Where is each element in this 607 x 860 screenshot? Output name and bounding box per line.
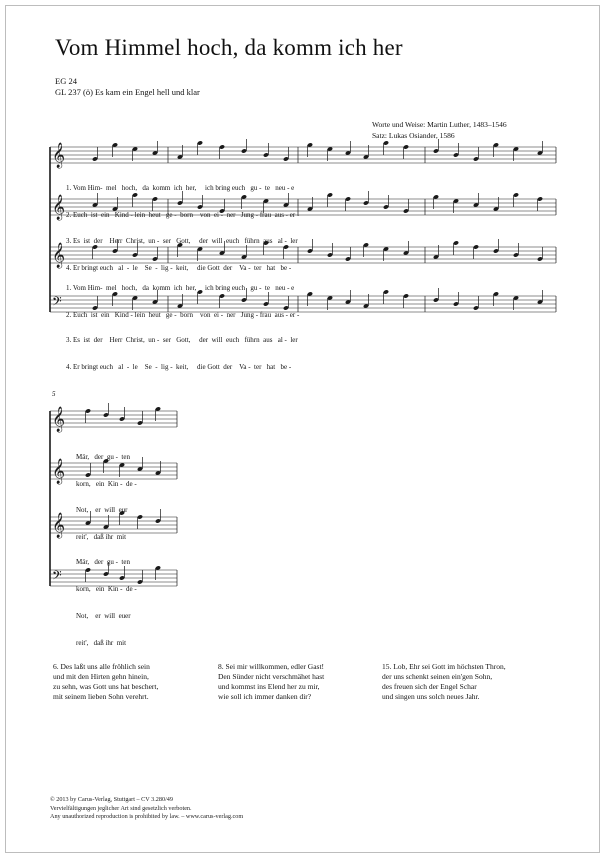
measure-number: 5 [52, 390, 56, 398]
verse-15 [382, 662, 506, 702]
credits-setting: Satz: Lukas Osiander, 1586 [372, 131, 455, 140]
lyrics-bass-system1 [66, 318, 298, 381]
lyric-line: reit', daß ihr mit [76, 639, 127, 647]
verse-line: wie soll ich immer danken dir? [218, 692, 312, 701]
verse-line: 15. Lob, Ehr sei Gott im höchsten Thron, [382, 662, 506, 671]
lyric-line: Not, er will eur [76, 506, 128, 514]
lyric-line: Not, er will euer [76, 612, 131, 620]
verse-line: Den Sünder nicht verschmähet hast [218, 672, 325, 681]
verse-line: mit seinem lieben Sohn verehrt. [53, 692, 149, 701]
bass-clef-icon: 𝄢 [52, 294, 62, 312]
eg-reference: EG 24 [55, 76, 77, 86]
treble-clef-icon: 𝄞 [52, 143, 66, 168]
lyric-line: 4. Er bringt euch al - le Se - lig - keit, die Gott der Va - ter hat be - [66, 264, 292, 272]
treble-clef-icon: 𝄞 [52, 459, 66, 484]
verse-line: und singen uns solch neues Jahr. [382, 692, 480, 701]
lyric-line: 1. Vom Him- mel hoch, da komm ich her, ich bring euch gu - te neu - e [66, 284, 295, 292]
lyric-line: 1. Vom Him- mel hoch, da komm ich her, ich bring euch gu - te neu - e [66, 184, 295, 192]
lyric-line: korn, ein Kin - de - [76, 585, 137, 593]
lyric-line: korn, ein Kin - de - [76, 480, 137, 488]
verse-line: 6. Des laßt uns alle fröhlich sein [53, 662, 150, 671]
credits-words: Worte und Weise: Martin Luther, 1483–1546 [372, 120, 507, 129]
verse-6 [53, 662, 158, 702]
treble-clef-icon: 𝄞 [52, 243, 66, 268]
verse-line: und mit den Hirten gehn hinein, [53, 672, 149, 681]
copyright-footer [50, 796, 243, 822]
lyric-line: 2. Euch ist ein Kind - lein heut ge - born von ei - ner Jung - frau aus - er - [66, 311, 300, 319]
lyric-line: 4. Er bringt euch al - le Se - lig - keit, die Gott der Va - ter hat be - [66, 363, 292, 371]
treble-clef-icon: 𝄞 [52, 513, 66, 538]
rights-line: Vervielfältigungen jeglicher Art sind gesetzlich verboten. [50, 804, 192, 812]
gl-reference: GL 237 (ö) Es kam ein Engel hell und klar [55, 87, 200, 97]
treble-clef-icon: 𝄞 [52, 195, 66, 220]
verse-line: der uns schenkt seinen ein'gen Sohn, [382, 672, 493, 681]
page-title: Vom Himmel hoch, da komm ich her [55, 35, 403, 60]
verse-line: und kommst ins Elend her zu mir, [218, 682, 320, 691]
lyrics-bass-system2 [76, 594, 131, 657]
lyric-line: Mär, der gu - ten [76, 558, 130, 566]
copyright-line: © 2013 by Carus-Verlag, Stuttgart – CV 3.280/49 [50, 796, 173, 803]
bass-clef-icon: 𝄢 [52, 568, 62, 586]
lyric-line: 3. Es ist der Herr Christ, un - ser Gott, der will euch führn aus al - ler [66, 237, 298, 245]
lyric-line: 2. Euch ist ein Kind - lein heut ge - born von ei - ner Jung - frau aus - er - [66, 211, 300, 219]
lyric-line: 3. Es ist der Herr Christ, un - ser Gott, der will euch führn aus al - ler [66, 336, 298, 344]
verse-line: des freuen sich der Engel Schar [382, 682, 477, 691]
rights-line-en: Any unauthorized reproduction is prohibited by law. – www.carus-verlag.com [50, 813, 244, 821]
verse-line: 8. Sei mir willkommen, edler Gast! [218, 662, 325, 671]
lyric-line: Mär, der gu - ten [76, 453, 130, 461]
lyric-line: reit', daß ihr mit [76, 533, 127, 541]
verse-8 [218, 662, 324, 702]
treble-clef-icon: 𝄞 [52, 407, 66, 432]
verse-line: zu sehn, was Gott uns hat beschert, [53, 682, 159, 691]
